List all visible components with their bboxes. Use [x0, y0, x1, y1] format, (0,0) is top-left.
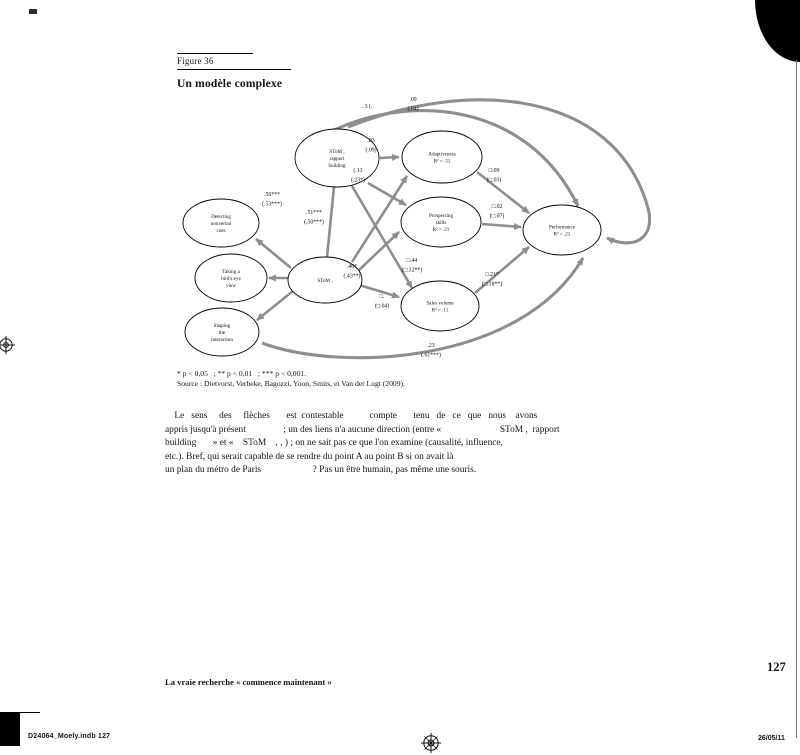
coef-arc-top-outer: .09	[409, 97, 417, 103]
node-label: building	[328, 162, 346, 169]
edge-stomrb-adaptiveness	[380, 157, 399, 158]
significance-note: * p < 0,05 ; ** p < 0,01 ; *** p < 0,001.	[177, 369, 307, 378]
node-label: nonverbal	[210, 220, 232, 227]
figure-label: Figure 36	[177, 56, 214, 66]
coef-arc-bottom: (.61***)	[421, 352, 441, 359]
coef-stomrb-salesvolume: □.44	[406, 258, 418, 264]
edge-stom-detecting	[256, 239, 291, 268]
paragraph-line: appris jusqu'à présent ; un des liens n'a aucune direction (entre « SToM , rapport	[165, 424, 560, 435]
node-birds-eye-view	[195, 254, 267, 302]
node-label: R² = .51	[433, 158, 451, 165]
coef-stom-salesvolume: (□.04)	[374, 303, 390, 310]
edge-prospecting-performance	[482, 224, 521, 227]
node-label: Prospecting	[428, 212, 454, 219]
coef-arc-bottom: .23	[427, 343, 435, 349]
node-label: Sales volume	[426, 300, 454, 307]
node-label: Performance	[548, 224, 576, 231]
node-label: SToM ,	[329, 148, 345, 155]
figure-label-topline	[177, 53, 253, 54]
coef-arc-top-outer: (.04)	[407, 106, 419, 113]
node-label: R² = .21	[432, 226, 450, 233]
node-label: rapport	[329, 155, 345, 162]
node-prospecting-skills	[401, 197, 481, 247]
coef-crossing-1: (.13	[353, 168, 363, 174]
coef-stom-detecting: .56***	[264, 192, 280, 198]
paragraph-line: building » et « SToM , , ) ; on ne sait pas ce que l'on examine (causalité, influence,	[165, 438, 503, 449]
coef-stom-salesvolume: □.	[379, 294, 385, 300]
node-label: cues	[216, 227, 226, 234]
print-filename: D24064_Moely.indb 127	[28, 733, 111, 740]
node-label: Adaptiveness	[428, 151, 456, 158]
print-date: 26/05/11	[758, 735, 785, 742]
paragraph-line: Le sens des flèches est contestable compte tenu de ce que nous avons	[165, 411, 538, 421]
coef-stom-stomrb: .51***	[306, 210, 322, 216]
sem-path-diagram	[170, 90, 670, 380]
edge-stom-shaping	[257, 291, 293, 320]
coef-stom-detecting: (.53***)	[262, 201, 282, 208]
paragraph-line: un plan du métro de Paris ? Pas un être humain, pas même une souris.	[165, 465, 477, 476]
node-label: interaction	[211, 336, 233, 343]
coef-stomrb-adaptiveness: .03	[367, 138, 375, 144]
node-label: SToM ,	[317, 277, 333, 284]
node-label: Taking a	[222, 268, 240, 275]
node-label: view	[226, 282, 236, 289]
coef-stom-adaptiveness: .46*	[346, 264, 358, 270]
node-label: R² = .21	[553, 231, 571, 238]
edge-adaptiveness-performance	[477, 172, 529, 213]
node-sales-volume	[401, 281, 479, 331]
running-footer: La vraie recherche « commence maintenant »	[165, 677, 332, 687]
page-number: 127	[767, 660, 786, 674]
registration-mark-bottom	[421, 733, 441, 753]
node-label: Shaping	[213, 322, 231, 329]
coef-arc-top-inner: . 3 (.	[361, 104, 373, 110]
body-paragraph	[165, 410, 560, 478]
coef-stomrb-adaptiveness: (.09)	[365, 147, 377, 154]
edge-stom-stomrb-undirected	[327, 187, 334, 257]
registration-mark-left	[0, 335, 18, 355]
node-label: skills	[435, 219, 447, 226]
coef-stom-stomrb: (.50***)	[304, 219, 324, 226]
edge-stom-prospecting	[358, 232, 399, 271]
figure-title: Un modèle complexe	[177, 78, 283, 90]
node-label: the	[218, 329, 226, 336]
node-shaping-interaction	[185, 308, 259, 356]
coef-prospecting-performance: (□.07)	[489, 213, 505, 220]
coef-stom-adaptiveness: (.43**)	[343, 273, 361, 280]
node-performance	[523, 205, 601, 255]
crop-mark-top-left	[29, 9, 37, 14]
coef-adaptiveness-performance: (□.03)	[486, 177, 502, 184]
coef-crossing-1: (.23*)	[350, 177, 366, 184]
node-adaptiveness	[402, 131, 482, 183]
page-edge-line	[796, 60, 797, 738]
figure-label-underline	[177, 69, 291, 70]
source-note: Source : Dietvorst, Verbeke, Bagozzi, Yoon, Smits, et Van der Lugt (2009).	[177, 379, 405, 388]
paragraph-line: etc.). Bref, qui serait capable de se rendre du point A au point B si on avait là	[165, 451, 454, 462]
node-label: R² = .11	[431, 307, 449, 314]
page-corner-tab	[755, 0, 800, 62]
print-black-bar	[0, 712, 20, 746]
coef-stomrb-salesvolume: (□.32**)	[401, 267, 423, 274]
coef-salesvolume-performance: □.21*	[485, 272, 499, 278]
coef-adaptiveness-performance: □.09	[488, 168, 500, 174]
node-label: bird's eye	[221, 275, 241, 282]
node-detecting-nonverbal-cues	[183, 199, 259, 247]
coef-prospecting-performance: □.02	[491, 204, 503, 210]
coef-salesvolume-performance: (□.18**)	[481, 281, 503, 288]
node-label: Detecting	[211, 213, 231, 220]
